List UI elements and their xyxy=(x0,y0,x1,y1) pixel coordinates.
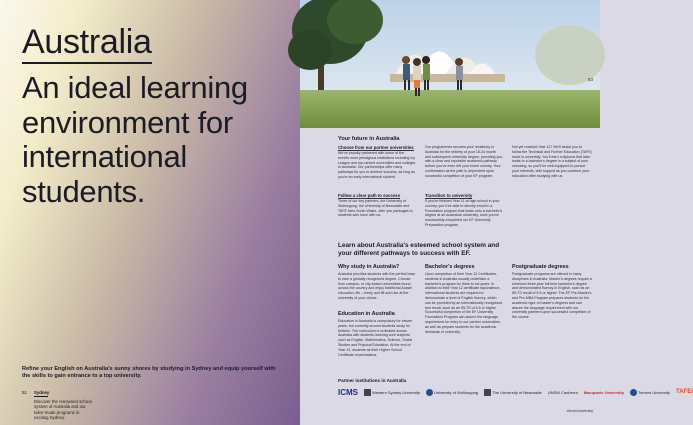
left-page xyxy=(0,0,300,425)
headline: An ideal learning environment for international students. xyxy=(22,70,248,209)
footer-link[interactable]: efcom/university xyxy=(567,409,593,413)
page-title: Australia xyxy=(22,24,152,64)
subheading-clear-path: Follow a clear path to success xyxy=(338,193,401,198)
logo-wollongong: University of Wollongong xyxy=(426,389,478,396)
postgraduate-text: Postgraduate programs are offered in many disciplines in Australia. Master's degrees require a minimum three year full-time bachelor's degree and demonstrated fluency in English, such as an IELTS result of 6.5 or higher. The EF Pre-Master's and Pre-MBA Program prepares students for the academic rigor of master's degrees and can assure the language requirement with our university partners upon successful completion of the course. xyxy=(512,272,592,320)
shield-icon xyxy=(364,389,371,396)
sydney-photo xyxy=(300,0,600,128)
page-number-left: 52 xyxy=(22,390,27,395)
residency-text: Our programmes secures your residency in Australia for the entirety of your 18-24 month and subsequent university degree, providing you with a clear and reputable academic pathway before you've even left your home country. Your confirmation as the path is dependent upon successful completion of your EF program. xyxy=(425,145,503,178)
clear-path-text: Three of our key partners, the University of Wollongong, the University of Newcastle and TAFE New South Wales, offer you packages to students who have with us. xyxy=(338,199,413,218)
footer-note xyxy=(34,390,94,421)
logo-tafe: TAFEi xyxy=(675,389,693,395)
page-number-right: 53 xyxy=(587,77,593,82)
logo-newcastle: The University of Newcastle xyxy=(484,389,542,396)
lead-paragraph: Refine your English on Australia's sunny shores by studying in Sydney and equip yourself with the skills to gain entrance to a top university. xyxy=(22,366,276,380)
transition-text: If you've finished Year 11 at high school in your country, you'll be able to directly enroll in a Foundation program that leads onto a bachelor's degree at an Australian university, once you've successfully completed our EF University Preparation program. xyxy=(425,199,503,227)
logo-macquarie: Macquarie University xyxy=(583,389,624,395)
bachelor-heading: Bachelor's degrees xyxy=(425,264,475,270)
future-heading: Your future in Australia xyxy=(338,136,400,142)
crest-icon xyxy=(630,389,637,396)
why-heading: Why study in Australia? xyxy=(338,264,400,270)
partners-title: Partner institutions in Australia xyxy=(338,378,407,383)
opera-house-image xyxy=(300,0,600,128)
footer-text: Discover the renowned school system of Australia and our tailor-made programs in exciting Sydney. xyxy=(34,398,92,421)
partner-unis-text: We've proudly partnered with some of the world's most prestigious institutions including Ivy League and top-ranked universities and colleges in Australia. Our partnerships offer many pathways for you to achieve success, as long as you're an early international student. xyxy=(338,151,416,179)
right-page xyxy=(300,0,693,425)
logo-torrens: Torrens University xyxy=(630,389,670,396)
postgraduate-heading: Postgraduate degrees xyxy=(512,264,569,270)
learn-heading: Learn about Australia's esteemed school system and your different pathways to success with EF. xyxy=(338,242,500,257)
footer-label: Sydney xyxy=(34,390,50,395)
logo-icms: ICMS xyxy=(338,387,358,397)
logo-western-sydney: Western Sydney University xyxy=(364,389,420,396)
subheading-transition: Transition to university xyxy=(425,193,473,198)
education-text: Education in Australia is compulsory for eleven years, but currently around students study for thirteen. The curriculum is ordinated across Australia with students learning core subjects such as English, Mathematics, Science, Social Studies and Physical Education. At the end of Year 12, students sit their Higher School Certificate examinations. xyxy=(338,319,413,357)
crest-icon xyxy=(426,389,433,396)
logo-unsw: UNSW Canberra xyxy=(547,389,578,395)
partner-logos xyxy=(338,384,693,400)
why-text: Australia provides students with the perfect base to earn a globally recognised degree. Choose from campus- or city-based universities found across the country and enjoy traditional Aussie education, life – freely and lift and rise at the university of your choice. xyxy=(338,272,416,300)
education-heading: Education in Australia xyxy=(338,311,395,317)
bachelor-text: Upon completion of their Year 12 Certificates, students in Australia usually undertake a bachelor's program for three to six years. In addition to their Year 12 certificate equivalence, international students are required to demonstrate a level of English fluency, which can be provided by an internationally recognised test result, such as an IELTS of 6.5 or higher. Successful completion of the EF University Foundation Program can assure the language requirement for entry to our partner universities, as well as prepare students for the academic demands of university. xyxy=(425,272,503,334)
tafe-route-text: Not yet reached Year 11? We'll assist you to follow the Technical and Further Education (TAFE) route to university. You'll earn a diploma that later leads to a bachelor's degree in a subject of your choosing, so you'll be well-equipped to pursue your interests, with support as you continue your education after studying with us. xyxy=(512,145,592,178)
subheading-partner-unis: Choose from our partner universities xyxy=(338,145,414,150)
crest-icon xyxy=(484,389,491,396)
